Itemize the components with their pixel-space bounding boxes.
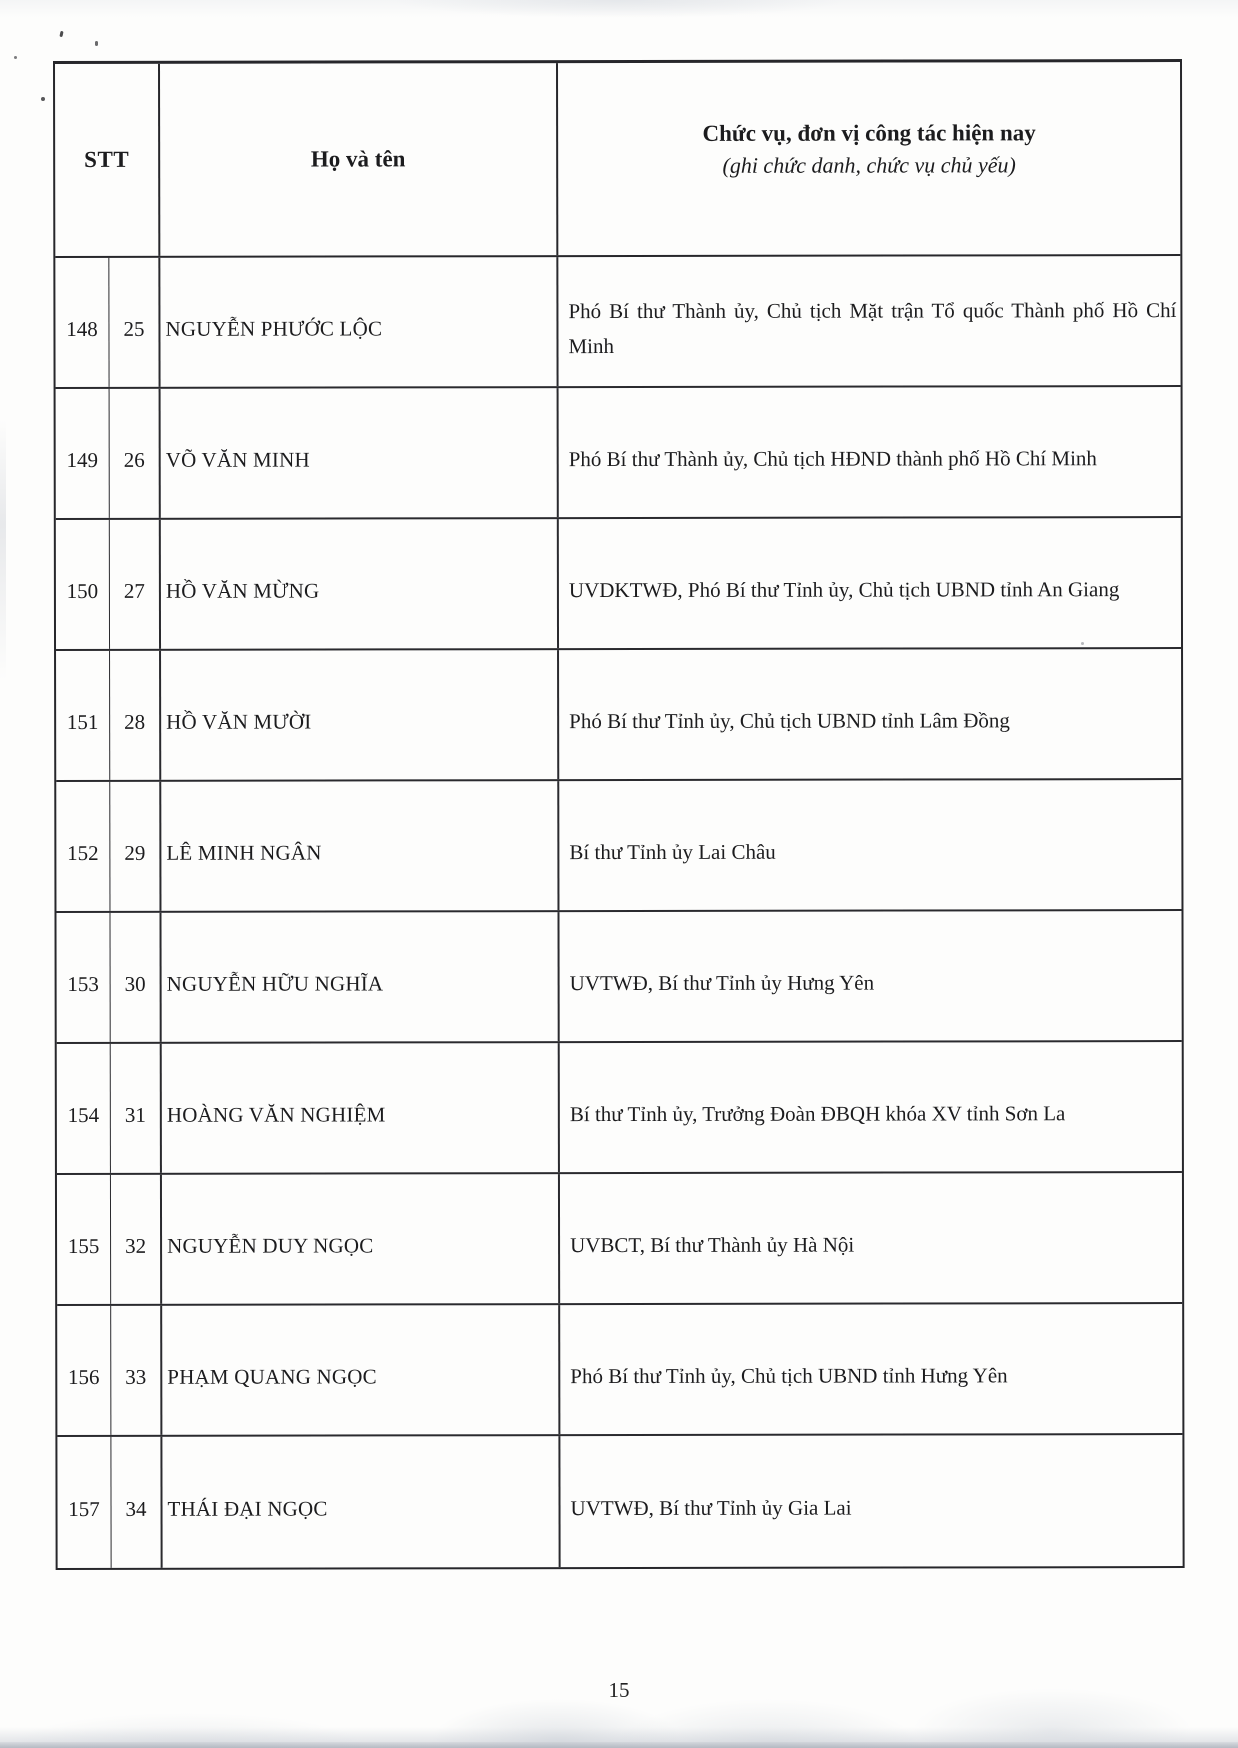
cell-stt: 151 bbox=[56, 651, 110, 780]
cell-position-text: Phó Bí thư Thành ủy, Chủ tịch Mặt trận Tổ quốc Thành phố Hồ Chí Minh bbox=[568, 298, 1177, 358]
table-row bbox=[57, 1173, 1182, 1306]
officials-table bbox=[53, 59, 1185, 1570]
column-header-position-subtitle: (ghi chức danh, chức vụ chủ yếu) bbox=[722, 152, 1016, 178]
column-header-position bbox=[558, 62, 1180, 255]
cell-position-text: Phó Bí thư Tỉnh ủy, Chủ tịch UBND tỉnh Lâm Đồng bbox=[569, 708, 1010, 734]
cell-sub-number: 31 bbox=[111, 1044, 162, 1173]
cell-name: THÁI ĐẠI NGỌC bbox=[162, 1436, 560, 1568]
column-header-stt: STT bbox=[55, 64, 160, 256]
cell-stt: 156 bbox=[57, 1306, 111, 1435]
cell-sub-number: 34 bbox=[111, 1437, 162, 1568]
cell-sub-number: 32 bbox=[111, 1175, 162, 1304]
cell-name: HỒ VĂN MỪNG bbox=[161, 519, 559, 649]
table-row bbox=[56, 518, 1181, 651]
cell-stt: 155 bbox=[57, 1175, 111, 1304]
cell-position bbox=[559, 387, 1181, 517]
scan-streak bbox=[0, 420, 6, 680]
table-row bbox=[57, 1042, 1182, 1175]
cell-position bbox=[560, 1435, 1182, 1567]
scan-speck bbox=[41, 97, 45, 101]
cell-sub-number: 26 bbox=[110, 389, 161, 518]
cell-sub-number: 29 bbox=[110, 782, 161, 911]
column-header-position-title: Chức vụ, đơn vị công tác hiện nay bbox=[702, 120, 1036, 146]
scan-edge-shadow bbox=[0, 1742, 1238, 1748]
cell-stt: 152 bbox=[56, 782, 110, 911]
cell-position bbox=[560, 1173, 1182, 1303]
table-header-row bbox=[55, 62, 1180, 258]
table-row bbox=[56, 649, 1181, 782]
table-row bbox=[57, 1435, 1182, 1568]
cell-name: VÕ VĂN MINH bbox=[161, 388, 559, 518]
cell-stt: 157 bbox=[57, 1437, 111, 1568]
cell-name: NGUYỄN PHƯỚC LỘC bbox=[160, 257, 558, 387]
cell-position bbox=[558, 256, 1180, 386]
cell-position-text: Bí thư Tỉnh ủy, Trưởng Đoàn ĐBQH khóa XV tỉnh Sơn La bbox=[569, 1101, 1066, 1127]
cell-name: LÊ MINH NGÂN bbox=[161, 781, 559, 911]
cell-position-text: UVDKTWĐ, Phó Bí thư Tỉnh ủy, Chủ tịch UBND tỉnh An Giang bbox=[568, 577, 1120, 603]
cell-stt: 153 bbox=[56, 913, 110, 1042]
cell-stt: 148 bbox=[55, 258, 109, 387]
cell-position bbox=[560, 1304, 1182, 1434]
scan-speck bbox=[14, 56, 17, 59]
page-number: 15 bbox=[608, 1678, 630, 1702]
cell-name: HOÀNG VĂN NGHIỆM bbox=[162, 1043, 560, 1173]
scan-speck bbox=[95, 41, 98, 46]
table-row bbox=[56, 780, 1181, 913]
cell-stt: 154 bbox=[57, 1044, 111, 1173]
cell-name: PHẠM QUANG NGỌC bbox=[162, 1305, 560, 1435]
cell-sub-number: 25 bbox=[109, 258, 160, 387]
cell-sub-number: 30 bbox=[110, 913, 161, 1042]
cell-sub-number: 28 bbox=[110, 651, 161, 780]
cell-position bbox=[559, 518, 1181, 648]
table-row bbox=[56, 911, 1181, 1044]
cell-sub-number: 27 bbox=[110, 520, 161, 649]
cell-stt: 150 bbox=[56, 520, 110, 649]
table-row bbox=[55, 256, 1180, 389]
column-header-name: Họ và tên bbox=[160, 63, 558, 256]
cell-position bbox=[560, 1042, 1182, 1172]
scan-speck bbox=[59, 31, 63, 37]
cell-name: NGUYỄN HỮU NGHĨA bbox=[161, 912, 559, 1042]
cell-name: NGUYỄN DUY NGỌC bbox=[162, 1174, 560, 1304]
table-row bbox=[57, 1304, 1182, 1437]
cell-position-text: UVBCT, Bí thư Thành ủy Hà Nội bbox=[570, 1233, 855, 1258]
cell-position-text: UVTWĐ, Bí thư Tỉnh ủy Hưng Yên bbox=[569, 971, 875, 996]
cell-position bbox=[559, 649, 1181, 779]
cell-position bbox=[559, 780, 1181, 910]
cell-name: HỒ VĂN MƯỜI bbox=[161, 650, 559, 780]
cell-sub-number: 33 bbox=[111, 1306, 162, 1435]
cell-position-text: Phó Bí thư Thành ủy, Chủ tịch HĐND thành phố Hồ Chí Minh bbox=[568, 446, 1097, 472]
cell-position-text: UVTWĐ, Bí thư Tỉnh ủy Gia Lai bbox=[570, 1496, 852, 1521]
table-row bbox=[56, 387, 1181, 520]
cell-stt: 149 bbox=[56, 389, 110, 518]
cell-position-text: Bí thư Tỉnh ủy Lai Châu bbox=[569, 840, 776, 865]
cell-position bbox=[559, 911, 1181, 1041]
cell-position-text: Phó Bí thư Tỉnh ủy, Chủ tịch UBND tỉnh Hưng Yên bbox=[570, 1363, 1008, 1389]
